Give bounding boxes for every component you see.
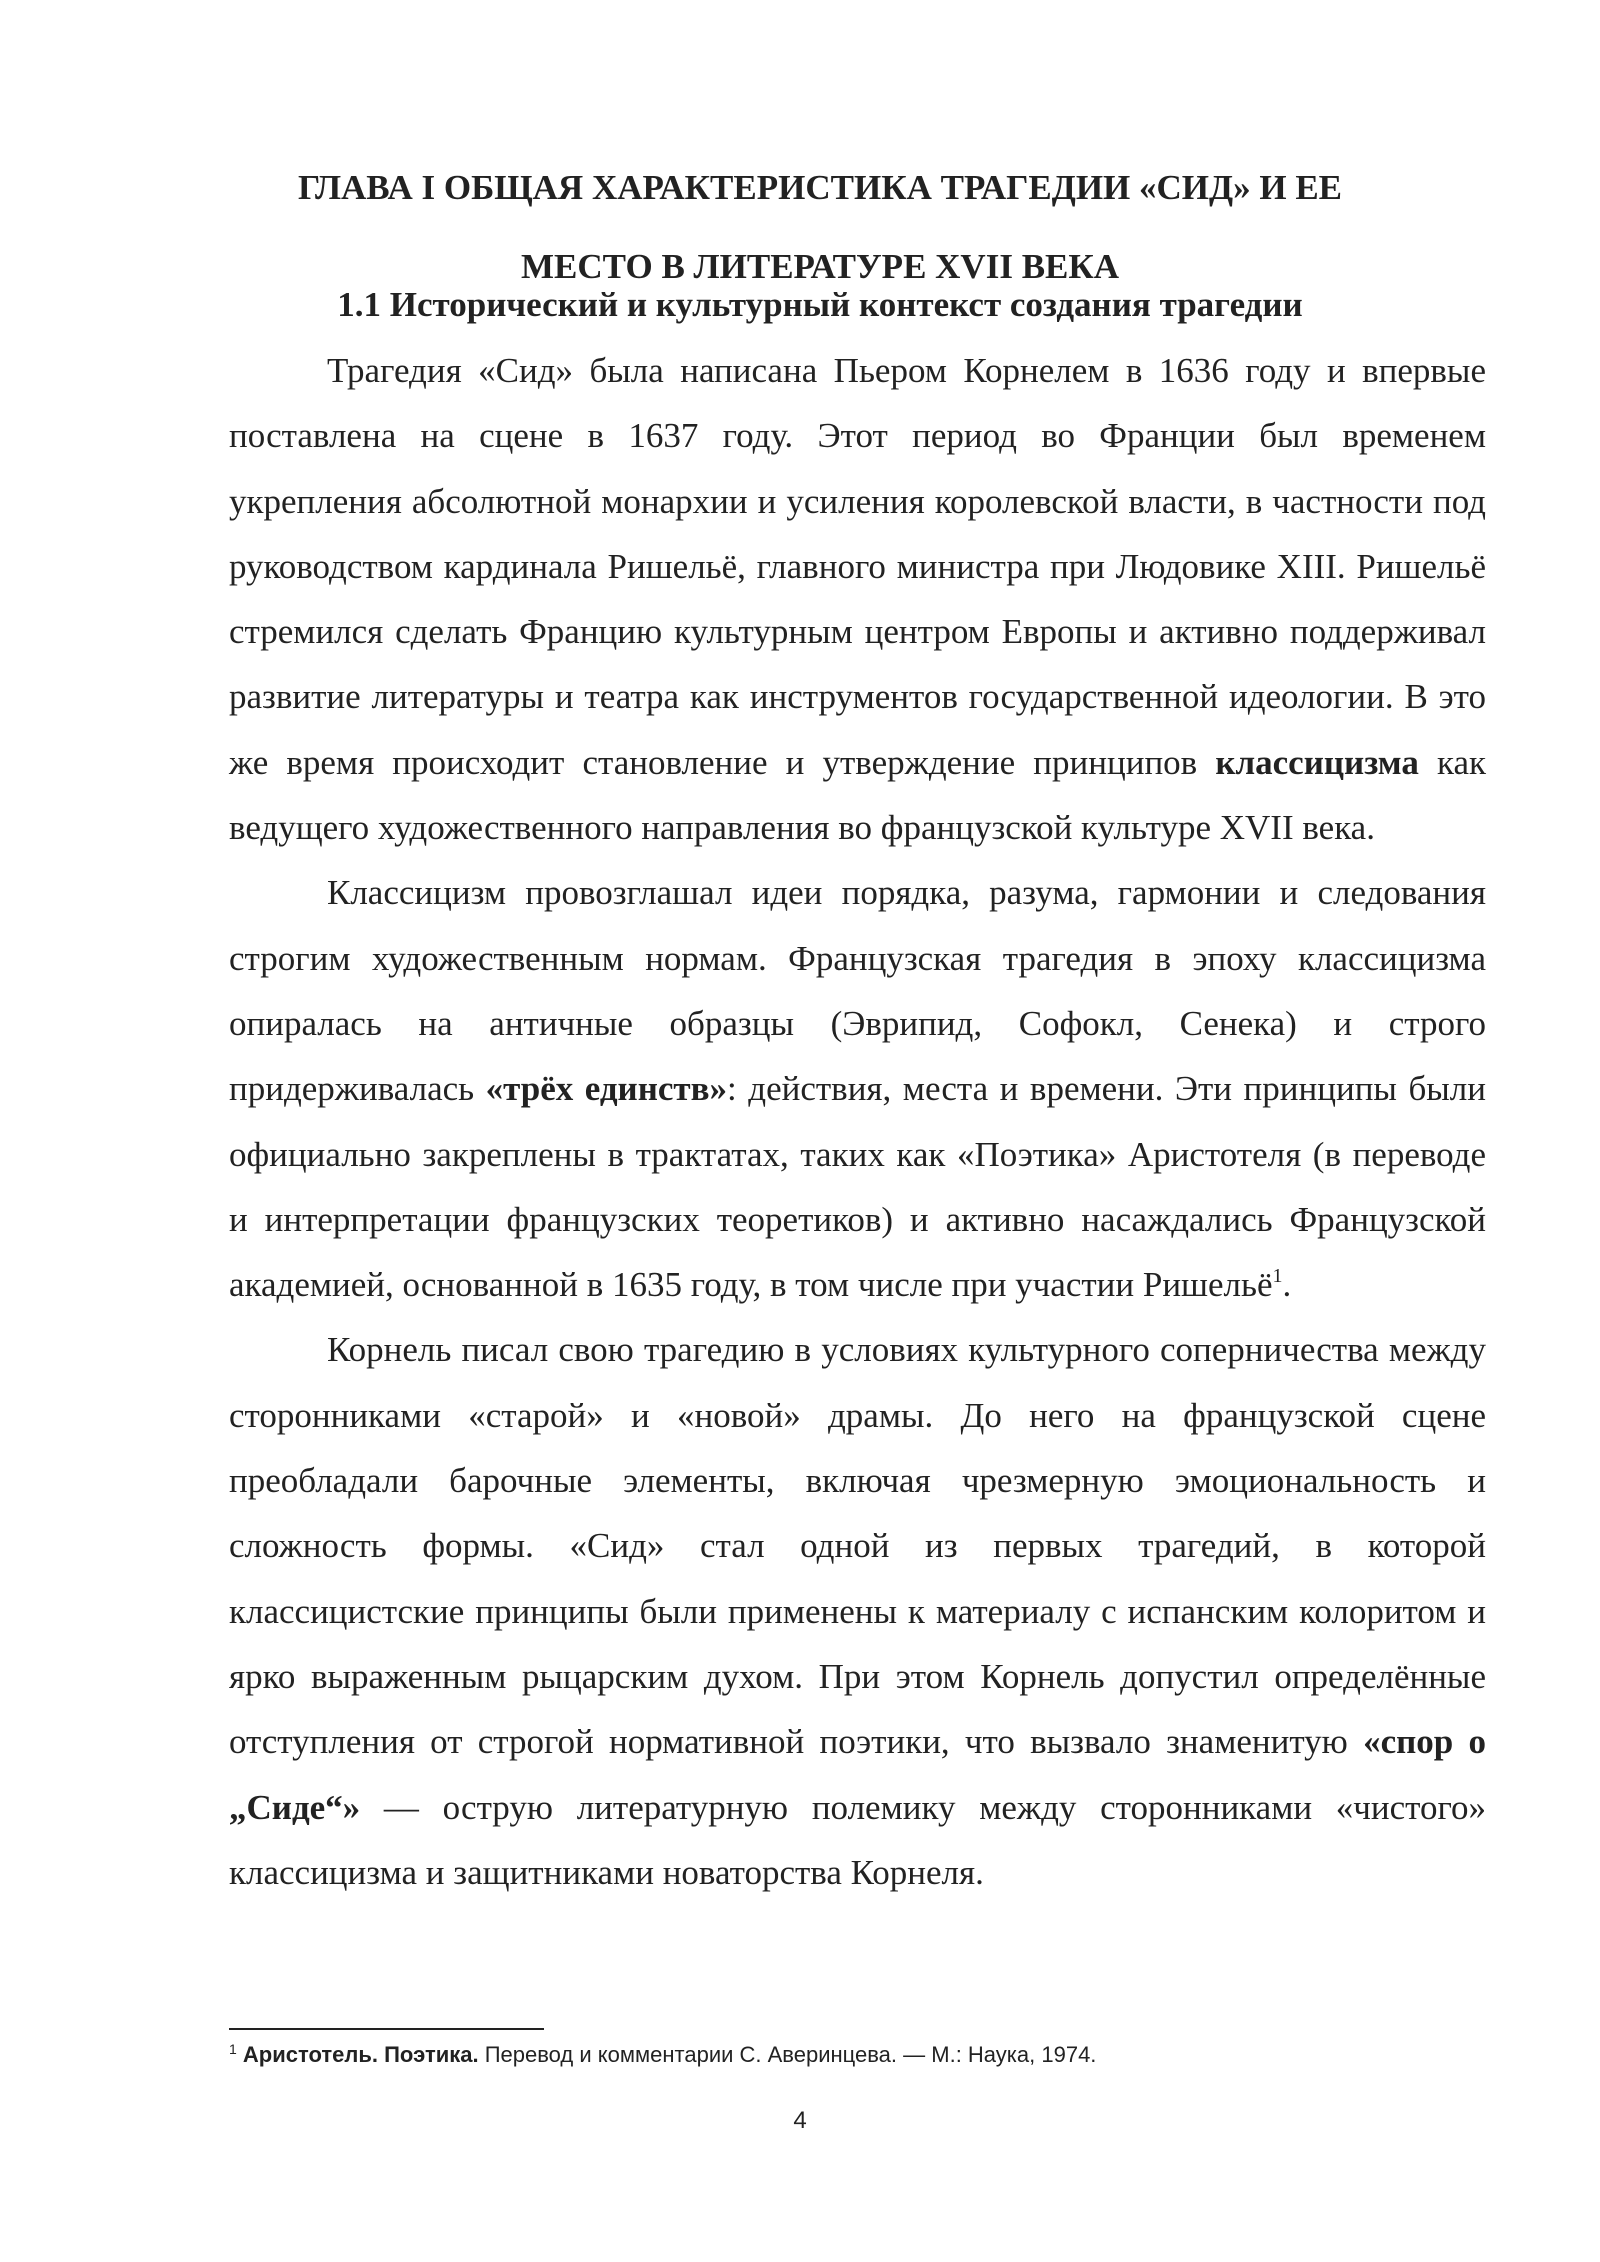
paragraph-1-text-end: как ведущего художественного направления во французской культуре XVII века. — [229, 742, 1487, 848]
paragraph-1 — [229, 338, 1486, 860]
paragraph-3-text: Корнель писал свою трагедию в условиях культурного соперничества между сторонниками «старой» и «новой» драмы. До него на французской сцене преобладали барочные элементы, включая чрезмерную эмоциональность и сложность формы. «Сид» стал одной из первых трагедий, в которой классицистские принципы были применены к материалу с испанским колоритом и ярко выраженным рыцарским духом. При этом Корнель допустил определённые отступления от строгой нормативной поэтики, что вызвало знаменитую — [229, 1330, 1486, 1762]
chapter-title-line-1: ГЛАВА I ОБЩАЯ ХАРАКТЕРИСТИКА ТРАГЕДИИ «СИД» И ЕЕ — [297, 168, 1343, 207]
footnote-number: 1 — [229, 2041, 237, 2057]
footnote — [229, 2040, 1486, 2070]
paragraph-2-bold-term: «трёх единств» — [485, 1069, 728, 1109]
paragraph-1-text: Трагедия «Сид» была написана Пьером Корнелем в 1636 году и впервые поставлена на сцене в 1637 году. Этот период во Франции был временем укрепления абсолютной монархии и усиления королевской власти, в частности под руководством кардинала Ришельё, главного министра при Людовике XIII. Ришельё стремился сделать Францию культурным центром Европы и активно поддерживал развитие литературы и театра как инструментов государственной идеологии. В это же время происходит становление и утверждение принципов — [229, 351, 1486, 782]
footnote-text: Перевод и комментарии С. Аверинцева. — М.: Наука, 1974. — [478, 2042, 1097, 2067]
paragraph-2-text-mid: : действия, места и времени. Эти принципы были официально закреплены в трактатах, таких как «Поэтика» Аристотеля (в переводе и интерпретации французских теоретиков) и активно насаждались Французской академией, основанной в 1635 году, в том числе при участии Ришельё — [229, 1069, 1486, 1305]
paragraph-1-bold-term: классицизма — [1215, 742, 1419, 782]
paragraph-2-text: Классицизм провозглашал идеи порядка, разума, гармонии и следования строгим художественным нормам. Французская трагедия в эпоху классицизма опиралась на античные образцы (Эврипид, Софокл, Сенека) и строго придерживалась — [229, 873, 1486, 1109]
section-title: 1.1 Исторический и культурный контекст создания трагедии — [337, 285, 1303, 324]
paragraph-2-text-end: . — [1282, 1265, 1292, 1305]
body-text — [229, 338, 1486, 1905]
paragraph-3 — [229, 1317, 1486, 1905]
paragraph-2 — [229, 860, 1486, 1317]
footnote-separator — [229, 2028, 544, 2030]
chapter-title-line-2: МЕСТО В ЛИТЕРАТУРЕ XVII ВЕКА — [520, 247, 1120, 286]
footnote-reference[interactable]: 1 — [1272, 1265, 1283, 1288]
footnote-bold-source: Аристотель. Поэтика. — [242, 2042, 479, 2067]
page-number: 4 — [793, 2107, 807, 2134]
paragraph-3-bold-term: «спор о „Сиде“» — [229, 1722, 1486, 1827]
paragraph-3-text-end: — острую литературную полемику между сторонниками «чистого» классицизма и защитниками новаторства Корнеля. — [229, 1787, 1486, 1892]
